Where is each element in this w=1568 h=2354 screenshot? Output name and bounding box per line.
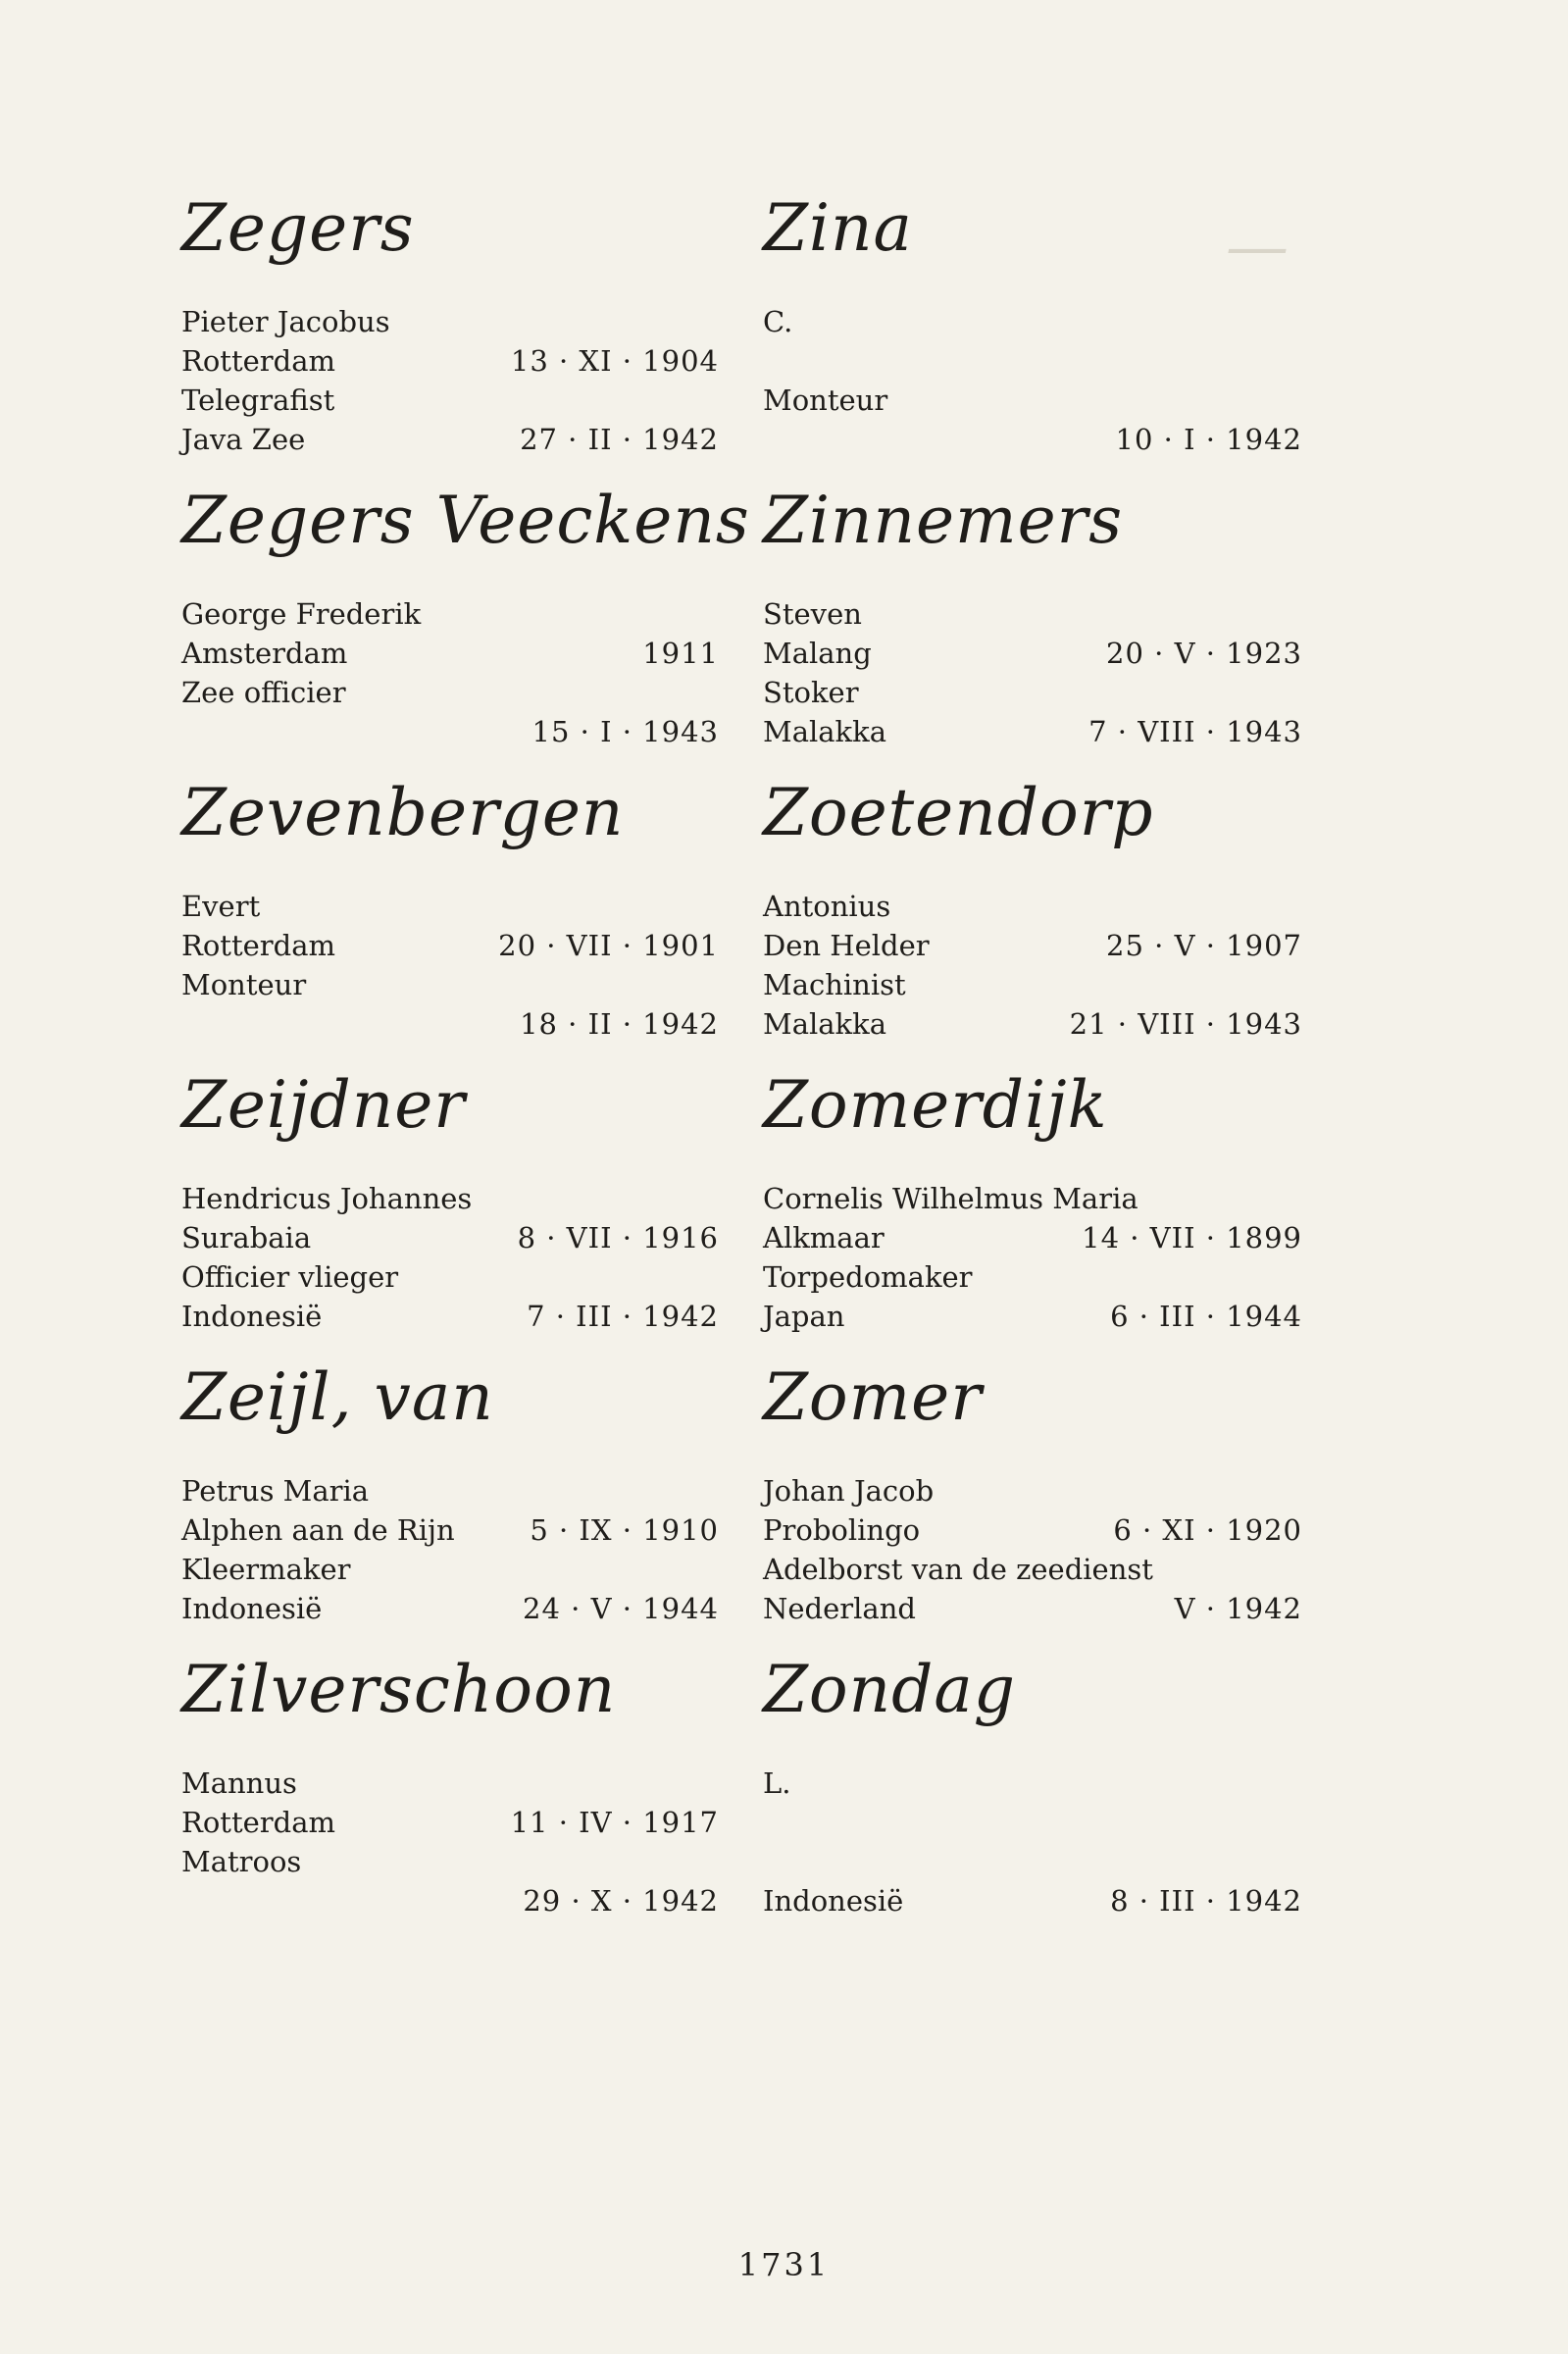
- given-names: Steven: [763, 597, 862, 631]
- birth-place: Den Helder: [763, 929, 930, 962]
- occupation: Telegrafist: [181, 384, 335, 417]
- death-date: 24 · V · 1944: [523, 1592, 719, 1625]
- birth-date: 1911: [642, 637, 719, 670]
- entry-surname: Zilverschoon: [181, 1652, 617, 1727]
- birth-date: 13 · XI · 1904: [510, 344, 719, 378]
- death-place: Indonesië: [181, 1592, 323, 1625]
- occupation: Adelborst van de zeedienst: [763, 1553, 1153, 1586]
- birth-date: 11 · IV · 1917: [510, 1806, 719, 1839]
- entry-surname: Zondag: [763, 1652, 1016, 1727]
- birth-date: 8 · VII · 1916: [517, 1221, 719, 1254]
- occupation: Monteur: [763, 384, 888, 417]
- right-column: [763, 186, 1302, 1940]
- entry: [763, 186, 1302, 479]
- occupation: Matroos: [181, 1845, 302, 1878]
- entry-surname: Zeijdner: [181, 1067, 466, 1143]
- birth-date: 14 · VII · 1899: [1082, 1221, 1302, 1254]
- entry: [763, 1063, 1302, 1356]
- birth-place: Alphen aan de Rijn: [181, 1513, 455, 1547]
- occupation: Monteur: [181, 968, 307, 1001]
- entry: [763, 1648, 1302, 1940]
- death-place: Malakka: [763, 715, 886, 748]
- birth-place: Amsterdam: [181, 637, 348, 670]
- entry: [763, 771, 1302, 1063]
- left-column: [181, 186, 750, 1940]
- entry: [181, 1648, 719, 1940]
- given-names: C.: [763, 305, 793, 338]
- death-date: 21 · VIII · 1943: [1069, 1007, 1302, 1041]
- death-date: 10 · I · 1942: [1115, 423, 1302, 456]
- death-place: Japan: [763, 1300, 845, 1333]
- death-date: 8 · III · 1942: [1110, 1884, 1302, 1918]
- occupation: Officier vlieger: [181, 1260, 399, 1294]
- death-place: Java Zee: [181, 423, 306, 456]
- birth-place: Malang: [763, 637, 872, 670]
- given-names: Hendricus Johannes: [181, 1182, 473, 1215]
- death-date: 18 · II · 1942: [520, 1007, 719, 1041]
- given-names: Evert: [181, 890, 261, 923]
- death-date: 15 · I · 1943: [531, 715, 719, 748]
- birth-date: 5 · IX · 1910: [530, 1513, 719, 1547]
- entry: [181, 479, 750, 771]
- entry: [181, 771, 719, 1063]
- birth-place: Alkmaar: [763, 1221, 885, 1254]
- death-date: 6 · III · 1944: [1110, 1300, 1302, 1333]
- death-date: 29 · X · 1942: [523, 1884, 719, 1918]
- page-number: 1731: [737, 2246, 831, 2283]
- entry-surname: Zeijl, van: [181, 1359, 494, 1435]
- given-names: Mannus: [181, 1766, 297, 1800]
- entry-surname: Zoetendorp: [763, 775, 1154, 850]
- given-names: Petrus Maria: [181, 1474, 370, 1508]
- birth-place: Rotterdam: [181, 1806, 335, 1839]
- birth-place: Rotterdam: [181, 344, 335, 378]
- death-date: 7 · VIII · 1943: [1088, 715, 1302, 748]
- birth-place: Probolingo: [763, 1513, 921, 1547]
- death-place: Nederland: [763, 1592, 916, 1625]
- birth-date: 20 · V · 1923: [1106, 637, 1302, 670]
- entry-surname: Zomer: [763, 1359, 983, 1435]
- entry: [763, 479, 1302, 771]
- given-names: Antonius: [763, 890, 891, 923]
- death-date: 7 · III · 1942: [527, 1300, 719, 1333]
- given-names: L.: [763, 1766, 791, 1800]
- entry-surname: Zinnemers: [763, 483, 1124, 558]
- entry-surname: Zegers: [181, 190, 415, 266]
- occupation: Torpedomaker: [763, 1260, 973, 1294]
- entry-surname: Zevenbergen: [181, 775, 625, 850]
- entry: [181, 1356, 719, 1648]
- birth-place: Surabaia: [181, 1221, 312, 1254]
- occupation: Machinist: [763, 968, 906, 1001]
- death-place: Indonesië: [181, 1300, 323, 1333]
- given-names: Pieter Jacobus: [181, 305, 390, 338]
- entry-surname: Zegers Veeckens: [181, 483, 750, 558]
- entry: [181, 186, 719, 479]
- death-place: Indonesië: [763, 1884, 904, 1918]
- given-names: Cornelis Wilhelmus Maria: [763, 1182, 1138, 1215]
- death-date: V · 1942: [1174, 1592, 1302, 1625]
- entry: [181, 1063, 719, 1356]
- birth-date: 20 · VII · 1901: [498, 929, 719, 962]
- birth-date: 25 · V · 1907: [1106, 929, 1302, 962]
- death-date: 27 · II · 1942: [520, 423, 719, 456]
- occupation: Zee officier: [181, 676, 346, 709]
- occupation: Stoker: [763, 676, 859, 709]
- given-names: George Frederik: [181, 597, 422, 631]
- death-place: Malakka: [763, 1007, 886, 1041]
- entry-surname: Zomerdijk: [763, 1067, 1108, 1143]
- entry-surname: Zina: [763, 190, 913, 266]
- bleed-through-text: —: [1226, 211, 1289, 283]
- birth-place: Rotterdam: [181, 929, 335, 962]
- entry: [763, 1356, 1302, 1648]
- occupation: Kleermaker: [181, 1553, 351, 1586]
- given-names: Johan Jacob: [763, 1474, 935, 1508]
- birth-date: 6 · XI · 1920: [1113, 1513, 1302, 1547]
